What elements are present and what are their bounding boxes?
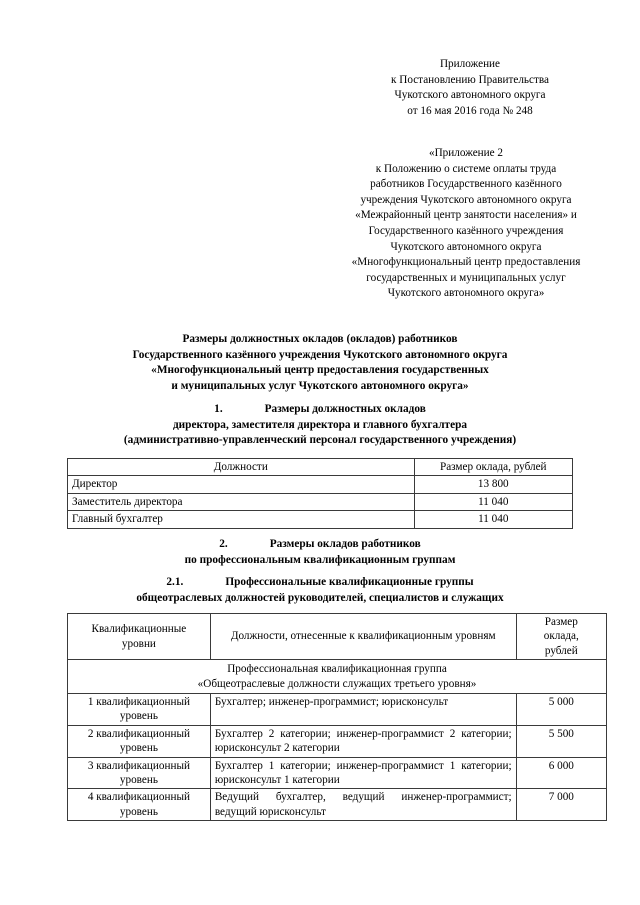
page-title bbox=[30, 332, 610, 394]
qual-table-group-line-1: Профессиональная квалификационная группа bbox=[227, 663, 447, 676]
appendix-reference-line-8: «Многофункциональный центр предоставления bbox=[351, 256, 581, 269]
salary-row-1-position: Заместитель директора bbox=[68, 493, 415, 510]
qualification-table bbox=[67, 613, 607, 821]
qual-table-header-amount-line-2: оклада, bbox=[543, 630, 579, 643]
salary-row-2-position: Главный бухгалтер bbox=[68, 511, 415, 528]
section-2-1-heading-line-2: общеотраслевых должностей руководителей, специалистов и служащих bbox=[136, 591, 504, 604]
page-title-line-2: Государственного казённого учреждения Чукотского автономного округа bbox=[132, 348, 508, 361]
qual-table-header-level-line-1: Квалификационные bbox=[91, 623, 187, 636]
qual-row-3-level-line-2: уровень bbox=[119, 805, 158, 818]
appendix-reference bbox=[312, 146, 620, 302]
table-row bbox=[68, 476, 573, 493]
section-1-number: 1. bbox=[214, 403, 223, 415]
section-1-title: Размеры должностных окладов bbox=[264, 403, 426, 415]
section-2-1-heading bbox=[30, 575, 610, 606]
table-row bbox=[68, 757, 607, 789]
qual-row-1-positions: Бухгалтер 2 категории; инженер-программист 2 категории; юрисконсульт 2 категории bbox=[210, 725, 516, 757]
section-2-1-title: Профессиональные квалификационные группы bbox=[225, 576, 474, 588]
section-1-heading-line-1 bbox=[30, 402, 610, 418]
salary-row-0-position: Директор bbox=[68, 476, 415, 493]
qual-table-group-cell bbox=[68, 660, 607, 694]
qual-row-1-amount: 5 500 bbox=[516, 725, 606, 757]
qual-table-header-level bbox=[68, 614, 211, 660]
qual-table-header-amount-line-1: Размер bbox=[544, 616, 578, 628]
salary-row-0-amount: 13 800 bbox=[414, 476, 572, 493]
qual-row-1-level-line-1: 2 квалификационный bbox=[87, 727, 190, 740]
table-row bbox=[68, 694, 607, 726]
appendix-reference-line-5: «Межрайонный центр занятости населения» и bbox=[355, 209, 577, 222]
qual-row-2-level bbox=[68, 757, 211, 789]
qual-row-0-level-line-2: уровень bbox=[119, 710, 158, 723]
appendix-reference-line-4: учреждения Чукотского автономного округа bbox=[360, 193, 572, 206]
qual-row-1-level-line-2: уровень bbox=[119, 742, 158, 755]
page-title-line-3: «Многофункциональный центр предоставления государственных bbox=[151, 364, 489, 377]
qual-table-header-positions: Должности, отнесенные к квалификационным уровням bbox=[210, 614, 516, 660]
qual-row-0-positions: Бухгалтер; инженер-программист; юрисконсульт bbox=[210, 694, 516, 726]
table-row bbox=[68, 725, 607, 757]
qual-row-0-level-line-1: 1 квалификационный bbox=[87, 696, 190, 709]
table-row bbox=[68, 789, 607, 821]
section-2-1-heading-line-1 bbox=[30, 575, 610, 591]
qual-table-header-amount-line-3: рублей bbox=[544, 644, 578, 657]
section-2-heading bbox=[30, 537, 610, 568]
appendix-header-line-3: Чукотского автономного округа bbox=[394, 89, 546, 102]
salary-table-header-row bbox=[68, 459, 573, 476]
table-row bbox=[68, 511, 573, 528]
page-title-line-1: Размеры должностных окладов (окладов) работников bbox=[182, 333, 458, 345]
section-1-heading-line-2: директора, заместителя директора и главного бухгалтера bbox=[172, 418, 468, 431]
appendix-reference-line-6: Государственного казённого учреждения bbox=[368, 224, 564, 237]
salary-row-2-amount: 11 040 bbox=[414, 511, 572, 528]
qual-row-0-amount: 5 000 bbox=[516, 694, 606, 726]
section-2-heading-line-1 bbox=[30, 537, 610, 553]
section-2-title: Размеры окладов работников bbox=[269, 538, 421, 550]
qual-table-group-line-2: «Общеотраслевые должности служащих третьего уровня» bbox=[197, 677, 477, 690]
page-title-line-4: и муниципальных услуг Чукотского автономного округа» bbox=[171, 379, 469, 392]
appendix-reference-line-1: «Приложение 2 bbox=[428, 147, 504, 159]
qual-row-2-level-line-2: уровень bbox=[119, 774, 158, 787]
appendix-reference-line-3: работников Государственного казённого bbox=[370, 178, 562, 191]
qual-row-2-level-line-1: 3 квалификационный bbox=[87, 759, 190, 772]
qual-table-header-level-line-2: уровни bbox=[121, 637, 156, 650]
section-2-number: 2. bbox=[219, 538, 228, 550]
appendix-reference-line-10: Чукотского автономного округа» bbox=[387, 287, 545, 300]
section-2-1-number: 2.1. bbox=[166, 576, 184, 588]
appendix-reference-line-7: Чукотского автономного округа bbox=[390, 240, 542, 253]
appendix-header-line-4: от 16 мая 2016 года № 248 bbox=[407, 104, 533, 117]
qual-row-0-level bbox=[68, 694, 211, 726]
section-1-heading-line-3: (административно-управленческий персонал государственного учреждения) bbox=[123, 434, 517, 447]
table-row bbox=[68, 493, 573, 510]
appendix-header-line-2: к Постановлению Правительства bbox=[391, 73, 549, 86]
qual-table-group-row bbox=[68, 660, 607, 694]
salary-table bbox=[67, 458, 573, 529]
salary-row-1-amount: 11 040 bbox=[414, 493, 572, 510]
appendix-header bbox=[320, 57, 620, 119]
appendix-reference-line-9: государственных и муниципальных услуг bbox=[366, 271, 566, 284]
qual-row-3-positions: Ведущий бухгалтер, ведущий инженер-программист; ведущий юрисконсульт bbox=[210, 789, 516, 821]
qual-row-2-amount: 6 000 bbox=[516, 757, 606, 789]
appendix-header-line-1: Приложение bbox=[439, 58, 501, 70]
qual-row-3-level-line-1: 4 квалификационный bbox=[87, 791, 190, 804]
qual-table-header-row bbox=[68, 614, 607, 660]
qual-table-header-amount bbox=[516, 614, 606, 660]
qual-row-2-positions: Бухгалтер 1 категории; инженер-программист 1 категории; юрисконсульт 1 категории bbox=[210, 757, 516, 789]
salary-table-header-amount: Размер оклада, рублей bbox=[414, 459, 572, 476]
salary-table-header-positions: Должности bbox=[68, 459, 415, 476]
section-1-heading bbox=[30, 402, 610, 449]
qual-row-3-amount: 7 000 bbox=[516, 789, 606, 821]
section-2-heading-line-2: по профессиональным квалификационным группам bbox=[184, 553, 456, 566]
appendix-reference-line-2: к Положению о системе оплаты труда bbox=[375, 162, 557, 175]
qual-row-1-level bbox=[68, 725, 211, 757]
qual-row-3-level bbox=[68, 789, 211, 821]
